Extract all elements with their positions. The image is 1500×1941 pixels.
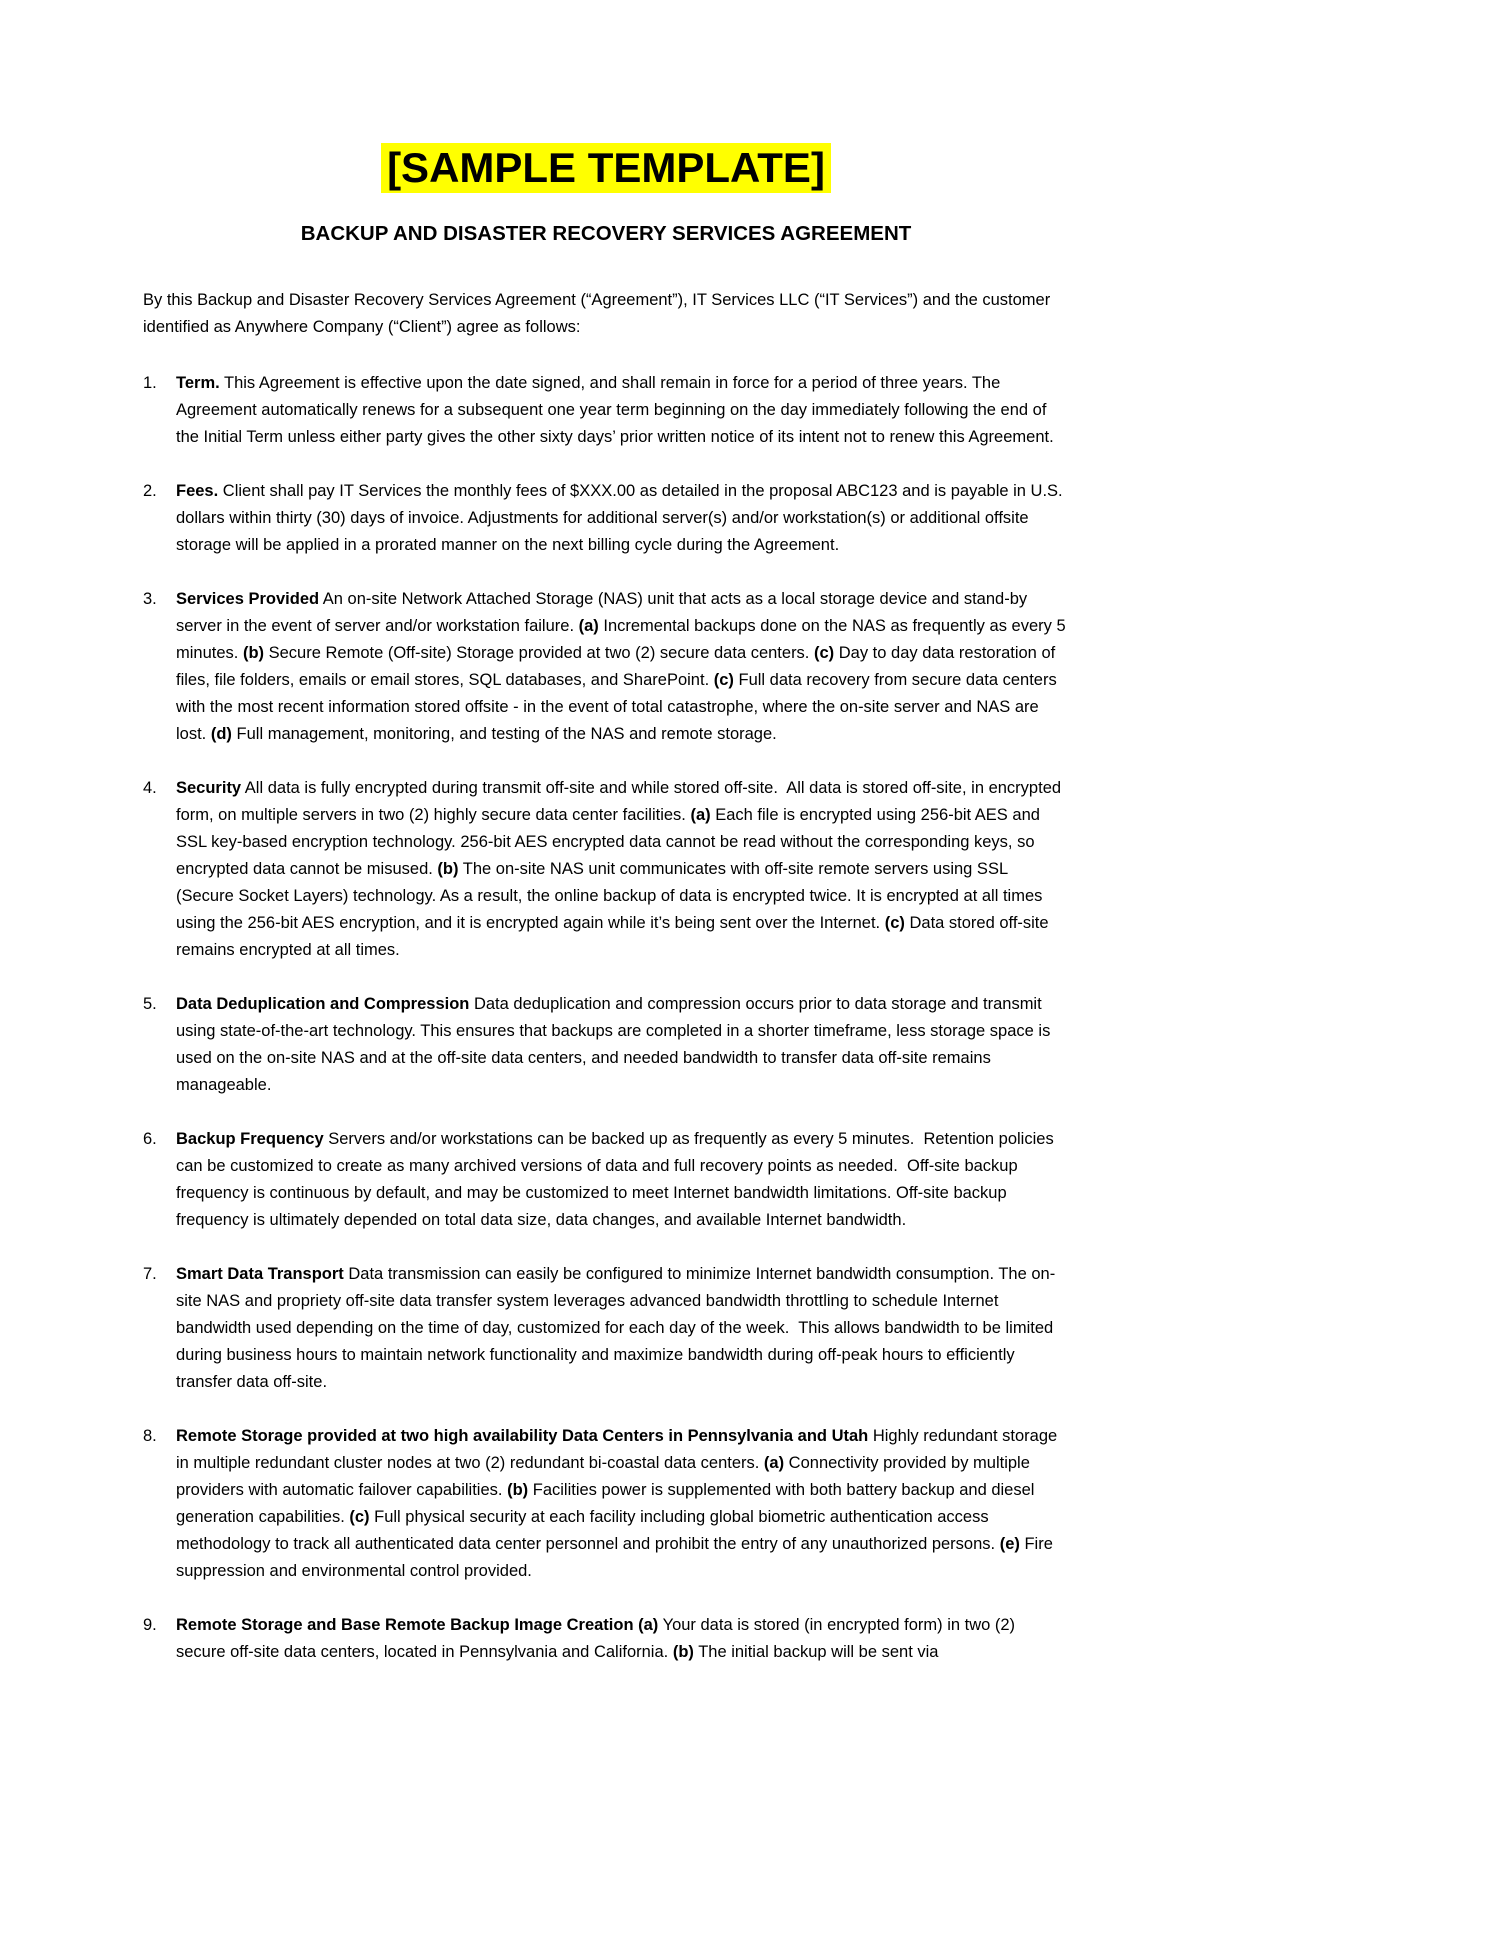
item-text: Remote Storage provided at two high availability Data Centers in Pennsylvania and Utah Highly redundant storage in multiple redundant cluster nodes at two (2) redundant bi-coastal data centers. (a) Connectivity provided by multiple providers with automatic failover capabilities. (b) Facilities power is supplemented with both battery backup and diesel generation capabilities. (c) Full physical security at each facility including global biometric authentication access methodology to track all authenticated data center personnel and prohibit the entry of any unauthorized persons. (e) Fire suppression and environmental control provided. <box>176 1427 1062 1580</box>
agreement-item <box>143 1423 1069 1585</box>
item-number: 4. <box>143 779 157 797</box>
item-number: 9. <box>143 1616 157 1634</box>
item-text: Backup Frequency Servers and/or workstations can be backed up as frequently as every 5 minutes. Retention policies can be customized to create as many archived versions of data and full recovery points as needed. Off-site backup frequency is continuous by default, and may be customized to meet Internet bandwidth limitations. Off-site backup frequency is ultimately depended on total data size, data changes, and available Internet bandwidth. <box>176 1130 1059 1229</box>
item-number: 8. <box>143 1427 157 1445</box>
item-text: Remote Storage and Base Remote Backup Image Creation (a) Your data is stored (in encrypted form) in two (2) secure off-site data centers, located in Pennsylvania and California. (b) The initial backup will be sent via <box>176 1616 1020 1661</box>
agreement-item <box>143 775 1069 964</box>
item-number: 5. <box>143 995 157 1013</box>
item-number: 7. <box>143 1265 157 1283</box>
document-page <box>143 143 1069 1693</box>
agreement-item <box>143 370 1069 451</box>
document-title: BACKUP AND DISASTER RECOVERY SERVICES AGREEMENT <box>300 222 912 245</box>
item-number: 6. <box>143 1130 157 1148</box>
item-text: Security All data is fully encrypted during transmit off-site and while stored off-site. All data is stored off-site, in encrypted form, on multiple servers in two (2) highly secure data center facilities. (a) Each file is encrypted using 256-bit AES and SSL key-based encryption technology. 256-bit AES encrypted data cannot be read without the corresponding keys, so encrypted data cannot be misused. (b) The on-site NAS unit communicates with off-site remote servers using SSL (Secure Socket Layers) technology. As a result, the online backup of data is encrypted twice. It is encrypted at all times using the 256-bit AES encryption, and it is encrypted again while it’s being sent over the Internet. (c) Data stored off-site remains encrypted at all times. <box>176 779 1066 959</box>
agreement-item <box>143 1126 1069 1234</box>
agreement-item <box>143 586 1069 748</box>
item-text: Smart Data Transport Data transmission can easily be configured to minimize Internet bandwidth consumption. The on-site NAS and propriety off-site data transfer system leverages advanced bandwidth throttling to schedule Internet bandwidth used depending on the time of day, customized for each day of the week. This allows bandwidth to be limited during business hours to maintain network functionality and maximize bandwidth during off-peak hours to efficiently transfer data off-site. <box>176 1265 1058 1391</box>
agreement-item <box>143 1261 1069 1396</box>
item-number: 3. <box>143 590 157 608</box>
agreement-item <box>143 478 1069 559</box>
agreement-item <box>143 991 1069 1099</box>
agreement-items-list <box>143 370 1069 1666</box>
item-number: 2. <box>143 482 157 500</box>
item-number: 1. <box>143 374 157 392</box>
sample-template-banner: [SAMPLE TEMPLATE] <box>381 143 831 193</box>
agreement-item <box>143 1612 1069 1666</box>
banner-row <box>143 143 1069 193</box>
item-text: Term. This Agreement is effective upon the date signed, and shall remain in force for a period of three years. The Agreement automatically renews for a subsequent one year term beginning on the day immediately following the end of the Initial Term unless either party gives the other sixty days’ prior written notice of its intent not to renew this Agreement. <box>176 374 1054 446</box>
item-text: Services Provided An on-site Network Attached Storage (NAS) unit that acts as a local storage device and stand-by server in the event of server and/or workstation failure. (a) Incremental backups done on the NAS as frequently as every 5 minutes. (b) Secure Remote (Off-site) Storage provided at two (2) secure data centers. (c) Day to day data restoration of files, file folders, emails or email stores, SQL databases, and SharePoint. (c) Full data recovery from secure data centers with the most recent information stored offsite - in the event of total catastrophe, where the on-site server and NAS are lost. (d) Full management, monitoring, and testing of the NAS and remote storage. <box>176 590 1071 743</box>
item-text: Data Deduplication and Compression Data deduplication and compression occurs prior to data storage and transmit using state-of-the-art technology. This ensures that backups are completed in a shorter timeframe, less storage space is used on the on-site NAS and at the off-site data centers, and needed bandwidth to transfer data off-site remains manageable. <box>176 995 1055 1094</box>
intro-paragraph: By this Backup and Disaster Recovery Services Agreement (“Agreement”), IT Services LLC (“IT Services”) and the customer identified as Anywhere Company (“Client”) agree as follows: <box>143 291 1055 336</box>
item-text: Fees. Client shall pay IT Services the monthly fees of $XXX.00 as detailed in the proposal ABC123 and is payable in U.S. dollars within thirty (30) days of invoice. Adjustments for additional server(s) and/or workstation(s) or additional offsite storage will be applied in a prorated manner on the next billing cycle during the Agreement. <box>176 482 1068 554</box>
